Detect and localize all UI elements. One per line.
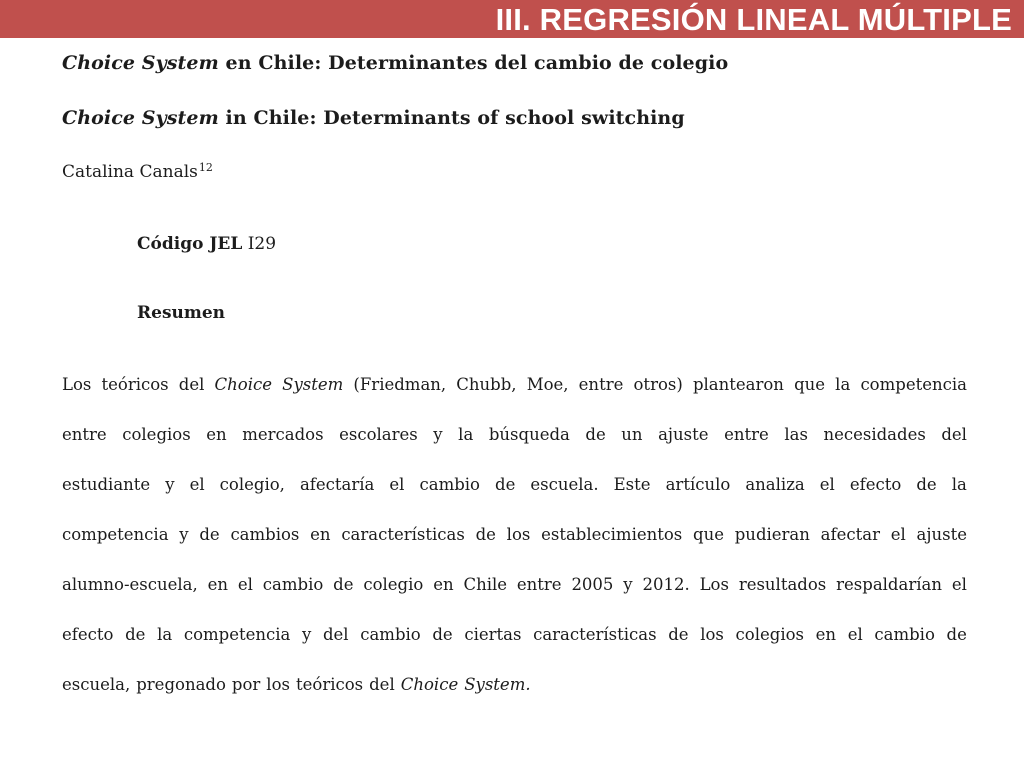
abstract-word: el xyxy=(389,475,405,494)
title-italic-term: Choice System xyxy=(62,107,219,129)
abstract-word: cambio xyxy=(419,475,480,494)
abstract-word: la xyxy=(157,625,173,644)
abstract-word: y xyxy=(165,475,175,494)
abstract-word: los xyxy=(700,625,724,644)
abstract-word: analiza xyxy=(745,475,805,494)
abstract-word: que xyxy=(693,525,724,544)
abstract-word: entre xyxy=(724,425,769,444)
abstract-word: Este xyxy=(613,475,651,494)
abstract-word: de xyxy=(475,525,496,544)
abstract-word: ajuste xyxy=(658,425,709,444)
abstract-word: cambio xyxy=(874,625,935,644)
abstract-word: en xyxy=(207,575,229,594)
abstract-line xyxy=(62,523,967,573)
abstract-word: un xyxy=(621,425,643,444)
abstract-word: afectar xyxy=(820,525,880,544)
abstract-word: 2005 xyxy=(571,575,614,594)
abstract-word: establecimientos xyxy=(541,525,683,544)
abstract-word: de xyxy=(333,575,354,594)
abstract-word: el xyxy=(819,475,835,494)
abstract-word: características xyxy=(341,525,465,544)
abstract-word: los xyxy=(506,525,531,544)
abstract-line xyxy=(62,573,967,623)
abstract-word: el xyxy=(189,475,205,494)
abstract-word: Chubb, xyxy=(456,375,517,394)
abstract-line xyxy=(62,473,967,523)
abstract-word: escolares xyxy=(339,425,418,444)
header-bar xyxy=(0,0,1024,38)
abstract-word: Chile xyxy=(463,575,508,594)
abstract-word: ciertas xyxy=(464,625,522,644)
article-title-spanish xyxy=(62,52,728,74)
abstract-word: los xyxy=(266,675,290,694)
abstract-word: pregonado xyxy=(136,675,226,694)
abstract-word: y xyxy=(623,575,633,594)
abstract-word: el xyxy=(237,575,253,594)
abstract-word: que xyxy=(794,375,826,394)
abstract-word: la xyxy=(951,475,967,494)
abstract-word: cambio xyxy=(262,575,324,594)
abstract-word: competencia xyxy=(62,525,169,544)
abstract-line xyxy=(62,623,967,673)
abstract-word: resultados xyxy=(738,575,827,594)
abstract-word: ajuste xyxy=(916,525,967,544)
abstract-word: competencia xyxy=(860,375,967,394)
abstract-word: colegio, xyxy=(219,475,285,494)
abstract-word: escuela. xyxy=(530,475,599,494)
abstract-heading: Resumen xyxy=(137,303,226,323)
abstract-word: por xyxy=(231,675,261,694)
abstract-word: de xyxy=(916,475,937,494)
abstract-word: entre xyxy=(578,375,624,394)
abstract-word: plantearon xyxy=(692,375,784,394)
abstract-word: de xyxy=(495,475,516,494)
abstract-word: teóricos xyxy=(295,675,364,694)
abstract-word: System xyxy=(282,375,344,394)
abstract-word: colegios xyxy=(122,425,191,444)
abstract-word: en xyxy=(815,625,837,644)
abstract-word: de xyxy=(946,625,967,644)
abstract-word: de xyxy=(199,525,220,544)
abstract-word: características xyxy=(533,625,657,644)
abstract-word: competencia xyxy=(183,625,291,644)
abstract-word: cambio xyxy=(360,625,421,644)
title-italic-term: Choice System xyxy=(62,52,219,74)
abstract-word: 2012. xyxy=(642,575,690,594)
abstract-word: en xyxy=(433,575,454,594)
slide-title: III. REGRESIÓN LINEAL MÚLTIPLE xyxy=(495,2,1012,37)
jel-code: I29 xyxy=(247,234,277,254)
abstract-word: afectaría xyxy=(299,475,375,494)
abstract-word: en xyxy=(310,525,331,544)
abstract-word: el xyxy=(890,525,906,544)
abstract-word: la xyxy=(835,375,851,394)
abstract-word: efecto xyxy=(62,625,114,644)
abstract-word: y xyxy=(433,425,443,444)
author-footnote-ref: 12 xyxy=(198,161,213,174)
abstract-word: del xyxy=(369,675,395,694)
abstract-word: artículo xyxy=(665,475,731,494)
abstract-word: del xyxy=(941,425,967,444)
abstract-word: la xyxy=(458,425,474,444)
abstract-word: colegios xyxy=(735,625,805,644)
title-rest: in Chile: Determinants of school switching xyxy=(218,107,685,129)
article-title-english xyxy=(62,107,685,129)
abstract-line xyxy=(62,423,967,473)
abstract-word: y xyxy=(179,525,189,544)
abstract-word: Choice xyxy=(214,375,272,394)
jel-label: Código JEL xyxy=(137,234,243,254)
abstract-line xyxy=(62,373,967,423)
title-rest: en Chile: Determinantes del cambio de colegio xyxy=(218,52,729,74)
abstract-word: necesidades xyxy=(823,425,926,444)
abstract-word: de xyxy=(432,625,453,644)
abstract-word: escuela, xyxy=(62,675,131,694)
abstract-word: teóricos xyxy=(101,375,169,394)
abstract-word: colegio xyxy=(363,575,424,594)
abstract-word: el xyxy=(951,575,967,594)
abstract-word: alumno-escuela, xyxy=(62,575,198,594)
abstract-body xyxy=(62,373,967,723)
abstract-word: de xyxy=(585,425,606,444)
abstract-word: System. xyxy=(464,675,531,694)
abstract-word: Los xyxy=(62,375,92,394)
abstract-word: efecto xyxy=(849,475,902,494)
abstract-word: el xyxy=(847,625,863,644)
abstract-word: entre xyxy=(516,575,562,594)
abstract-word: Los xyxy=(699,575,729,594)
abstract-line xyxy=(62,673,967,723)
abstract-word: cambios xyxy=(230,525,300,544)
abstract-word: y xyxy=(302,625,312,644)
abstract-word: búsqueda xyxy=(488,425,570,444)
abstract-word: las xyxy=(784,425,808,444)
abstract-word: respaldarían xyxy=(836,575,942,594)
abstract-word: mercados xyxy=(242,425,324,444)
abstract-word: Choice xyxy=(400,675,459,694)
abstract-word: (Friedman, xyxy=(353,375,447,394)
abstract-word: en xyxy=(206,425,227,444)
abstract-word: del xyxy=(322,625,349,644)
abstract-word: de xyxy=(668,625,689,644)
abstract-word: del xyxy=(178,375,205,394)
abstract-word: estudiante xyxy=(62,475,151,494)
abstract-word: Moe, xyxy=(526,375,569,394)
abstract-word: otros) xyxy=(633,375,683,394)
abstract-word: pudieran xyxy=(734,525,810,544)
author-name: Catalina Canals xyxy=(62,162,198,182)
abstract-word: entre xyxy=(62,425,107,444)
author-line xyxy=(62,161,213,182)
jel-code-line xyxy=(137,234,276,254)
abstract-word: de xyxy=(125,625,146,644)
